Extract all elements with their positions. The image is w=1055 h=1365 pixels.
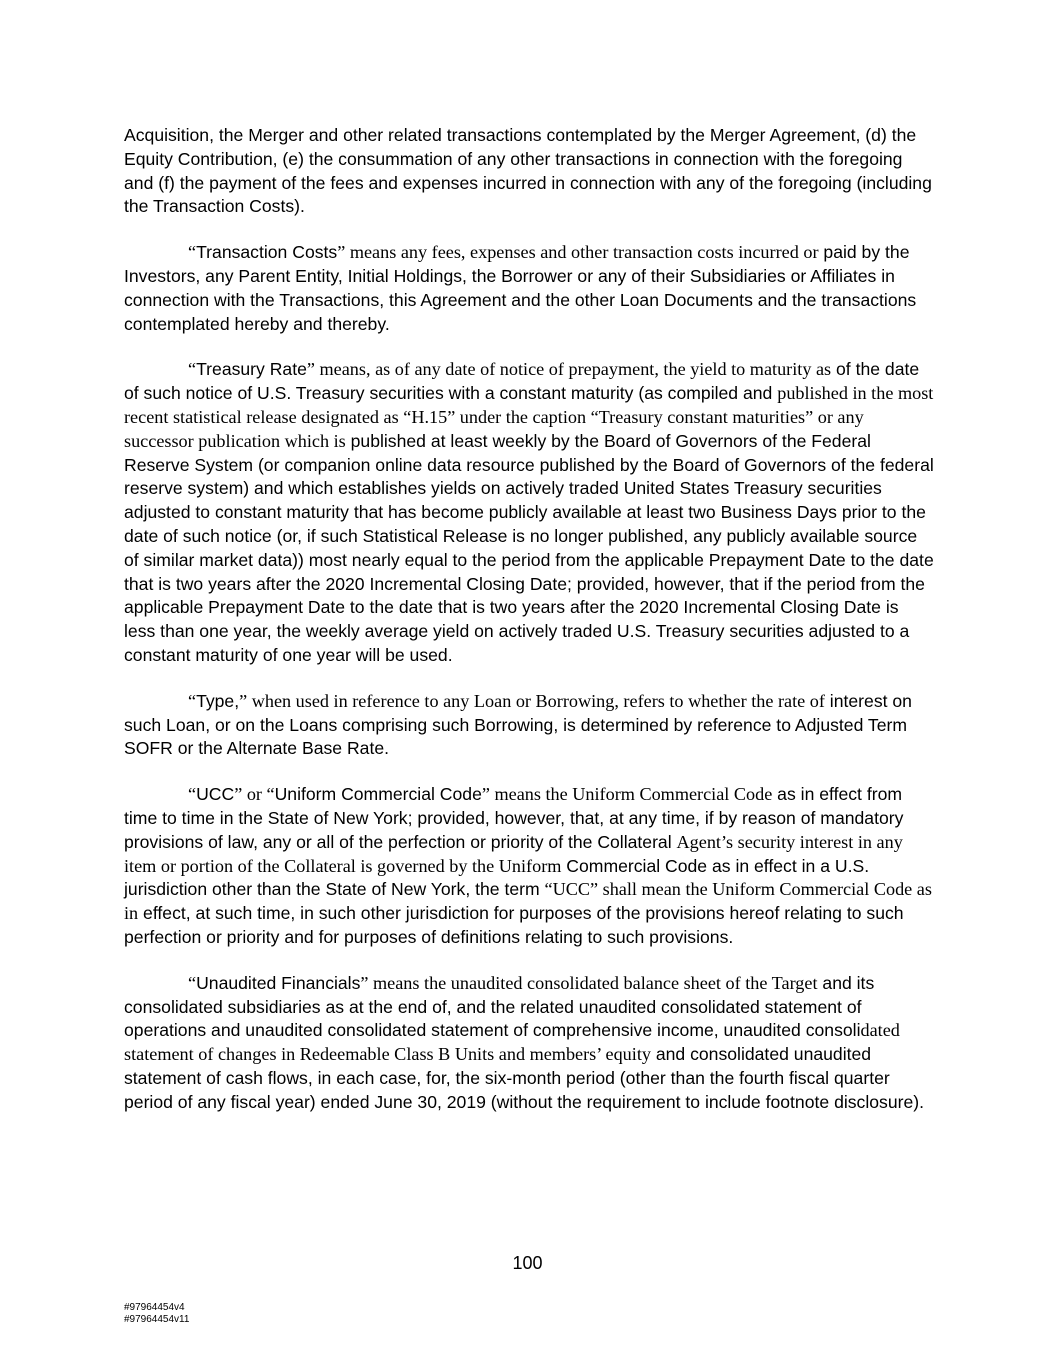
definition-text: and its consolidated subsidiaries as at the end of, and the related unaudited consolidated statement of operations and unaudited consolidated statement of comprehensive income, unaudited consoli: [124, 972, 875, 1041]
definition-text: as in effect from time to time in the State of New York; provided, however, that, at any time, if by reason of mandatory provisions of law, any or all of the perfection or priority of the Collateral: [124, 784, 904, 852]
definition-text: effect, at such time, in such other jurisdiction for purposes of the provisions hereof relating to such perfection or priority and for purposes of definitions relating to such provisions.: [124, 903, 904, 947]
defined-term: Treasury Rate: [196, 359, 307, 380]
definition-ucc: [124, 783, 934, 950]
definition-text: interest on such Loan, or on the Loans comprising such Borrowing, is determined by reference to Adjusted Term SOFR or the Alternate Base Rate.: [124, 690, 912, 759]
definition-text: published at least weekly by the Board of Governors of the Federal Reserve System (or companion online data resource published by the Board of Governors of the federal reserve system) and which establishes yields on actively traded United States Treasury securities adjusted to constant maturity that has become publicly available at least two Business Days prior to the date of such notice (or, if such Statistical Release is no longer published, any publicly available source of similar market data)) most nearly equal to the period from the applicable Prepayment Date to the date that is two years after the 2020 Incremental Closing Date; provided, however, that if the period from the applicable Prepayment Date to the date that is two years after the 2020 Incremental Closing Date is less than one year, the weekly average yield on actively traded U.S. Treasury securities adjusted to a constant maturity of one year will be used.: [124, 430, 934, 665]
open-quote: “: [188, 359, 197, 380]
definition-text: paid by the Investors, any Parent Entity, Initial Holdings, the Borrower or any of their Subsidiaries or Affiliates in connection with the Transactions, this Agreement and the other Loan Documents and the transactions contemplated hereby and thereby.: [124, 242, 917, 334]
defined-term: Unaudited Financials: [196, 972, 361, 993]
open-quote: “: [188, 242, 197, 263]
open-quote: “: [188, 972, 197, 993]
definition-lead: ” when used in reference to any Loan or Borrowing, refers to whether the rate of: [239, 690, 825, 711]
definition-text: of the date of such notice of U.S. Treasury securities with a constant maturity (as compiled and: [124, 359, 920, 404]
definition-text: and consolidated unaudited statement of cash flows, in each case, for, the six-month period (other than the fourth fiscal quarter period of any fiscal year) ended June 30, 2019 (without the requirement to include footnote disclosure).: [124, 1044, 925, 1112]
definition-lead: ” means any fees, expenses and other transaction costs incurred or: [337, 242, 819, 263]
definition-text-serif: published in the most recent statistical release designated as “H.15” under the caption “Treasury constant maturities” or any successor publication which is: [124, 383, 934, 451]
open-quote: “: [188, 784, 197, 805]
definition-lead: ” means the unaudited consolidated balance sheet of the Target: [360, 972, 818, 993]
page-number: 100: [512, 1253, 543, 1273]
definition-unaudited-financials: [124, 972, 934, 1115]
document-ids: [124, 1302, 189, 1325]
definition-text-serif: dated statement of changes in Redeemable Class B Units and members’ equity: [124, 1020, 900, 1065]
defined-term: Type,: [196, 690, 240, 711]
definition-text-serif: “UCC” shall mean the Uniform Commercial Code as in: [124, 879, 932, 924]
definition-lead: ” means the Uniform Commercial Code: [481, 784, 773, 805]
term-connector: ” or “: [234, 784, 275, 805]
definition-lead: ” means, as of any date of notice of prepayment, the yield to maturity as: [306, 359, 832, 380]
defined-term: Transaction Costs: [196, 242, 338, 263]
document-body: [124, 124, 934, 1136]
paragraph-intro: Acquisition, the Merger and other related transactions contemplated by the Merger Agreement, (d) the Equity Contribution, (e) the consummation of any other transactions in connection with the foregoing and (f) the payment of the fees and expenses incurred in connection with any of the foregoing (including the Transaction Costs).: [124, 125, 932, 217]
definition-text: Commercial Code as in effect in a U.S. jurisdiction other than the State of New York, the term: [124, 855, 870, 900]
defined-term: Uniform Commercial Code: [274, 784, 482, 805]
definition-transaction-costs: [124, 241, 934, 336]
definition-treasury-rate: [124, 358, 934, 667]
defined-term: UCC: [196, 784, 235, 805]
definition-type: [124, 690, 934, 761]
document-id: #97964454v4: [124, 1302, 185, 1313]
document-id: #97964454v11: [124, 1313, 190, 1325]
definition-text-serif: Agent’s security interest in any item or portion of the Collateral is governed by the Uniform: [124, 831, 903, 876]
open-quote: “: [188, 690, 197, 711]
